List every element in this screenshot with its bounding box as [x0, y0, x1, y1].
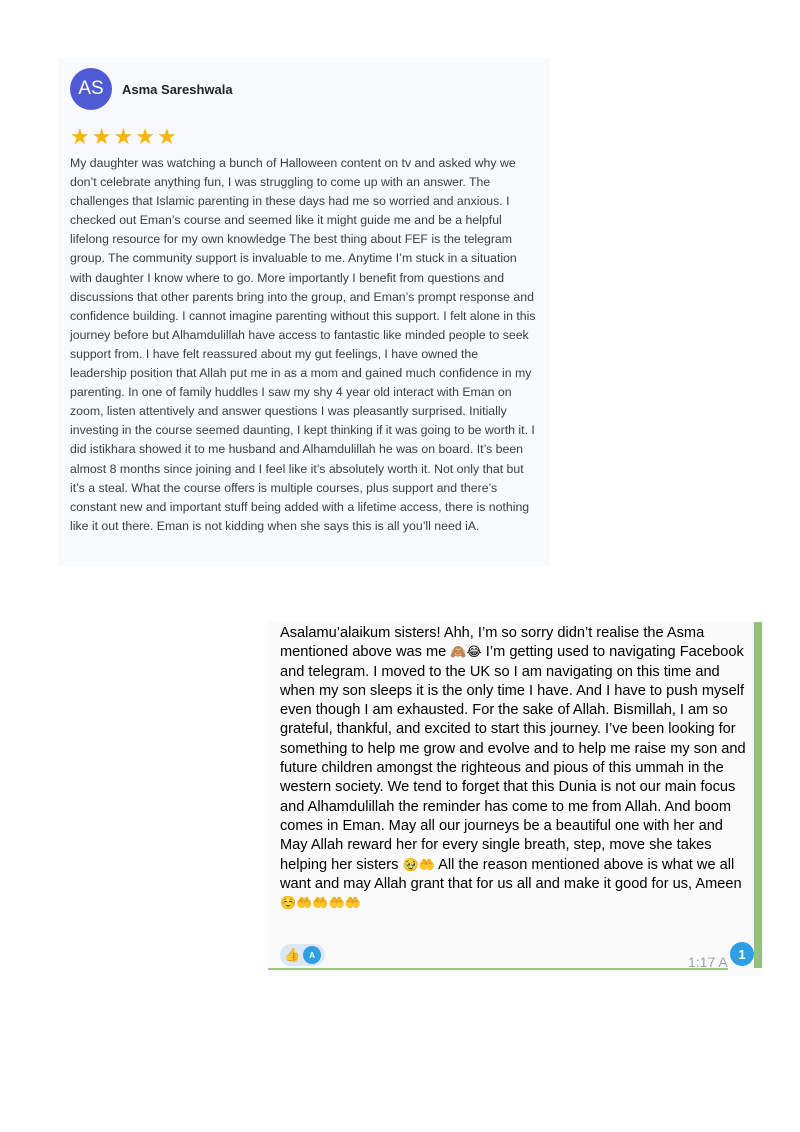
message-part-2: I’m getting used to navigating Facebook and telegram. I moved to the UK so I am navigating on this time and when my son sleeps it is the only time I have. And I have to push myself even though I am exhausted. For the sake of Allah. Bismillah, I am so grateful, thankful, and excited to start this journey. I’ve been looking for something to help me grow and evolve and to help me raise my son and future children amongst the righteous and pious of this ummah in the western society. We tend to forget that this Dunia is not our main focus and Alhamdulillah the reminder has come to me from Allah. And boom comes in Eman. May all our journeys be a beautiful one with her and May Allah reward her for every single breath, step, move she takes helping her sisters — [280, 644, 746, 873]
thumbs-up-icon: 👍 — [284, 947, 301, 963]
unread-badge[interactable]: 1 — [730, 942, 754, 966]
star-icon: ★ — [113, 124, 134, 149]
message-time: 1:17 A — [688, 954, 728, 970]
smile-hands-emoji-icon: ☺️🤲🤲🤲🤲 — [280, 896, 361, 912]
message-part-1: Asalamu’alaikum sisters! Ahh, I’m so sorry didn’t realise the Asma mentioned above was me — [280, 625, 705, 661]
review-header — [70, 68, 538, 110]
chat-message-text — [280, 624, 750, 913]
reaction-avatar: A — [303, 946, 321, 964]
star-rating — [70, 126, 538, 148]
review-card — [58, 58, 550, 566]
star-icon: ★ — [91, 124, 112, 149]
monkey-laugh-emoji-icon: 🙈😂 — [450, 645, 482, 661]
star-icon: ★ — [156, 124, 177, 149]
star-icon: ★ — [135, 124, 155, 149]
reaction-pill[interactable] — [280, 944, 325, 966]
star-icon: ★ — [70, 124, 90, 149]
chat-stripe — [754, 622, 762, 968]
message-part-3: All the reason mentioned above is what we all want and may Allah grant that for us all and make it good for us, Ameen — [280, 856, 742, 892]
avatar[interactable]: AS — [70, 68, 112, 110]
chat-message-panel — [268, 622, 762, 976]
reviewer-name[interactable]: Asma Sareshwala — [122, 81, 233, 97]
teary-hands-emoji-icon: 🥹🤲 — [402, 857, 435, 873]
review-text: My daughter was watching a bunch of Halloween content on tv and asked why we don’t celebrate anything fun, I was struggling to come up with an answer. The challenges that Islamic parenting in these days had me so worried and anxious. I checked out Eman’s course and seemed like it might guide me and be a helpful lifelong resource for my own knowledge The best thing about FEF is the telegram group. The community support is invaluable to me. Anytime I’m stuck in a situation with daughter I know where to go. More importantly I benefit from questions and discussions that other parents bring into the group, and Eman’s prompt response and confidence building. I cannot imagine parenting without this support. I felt alone in this journey before but Alhamdulillah have access to fantastic like minded people to seek support from. I have felt reassured about my gut feelings, I have owned the leadership position that Allah put me in as a mom and gained much confidence in my parenting. In one of family huddles I saw my shy 4 year old interact with Eman on zoom, listen attentively and answer questions I was pleasantly surprised. Initially investing in the course seemed daunting, I kept thinking if it was going to be worth it. I did istikhara showed it to me husband and Alhamdulillah he was on board. It’s been almost 8 months since joining and I feel like it’s absolutely worth it. Not only that but it’s a steal. What the course offers is multiple courses, plus support and there’s constant new and important stuff being added with a lifetime access, there is nothing like it out there. Eman is not kidding when she says this is all you’ll need iA. — [70, 156, 536, 533]
chat-divider — [268, 968, 728, 970]
